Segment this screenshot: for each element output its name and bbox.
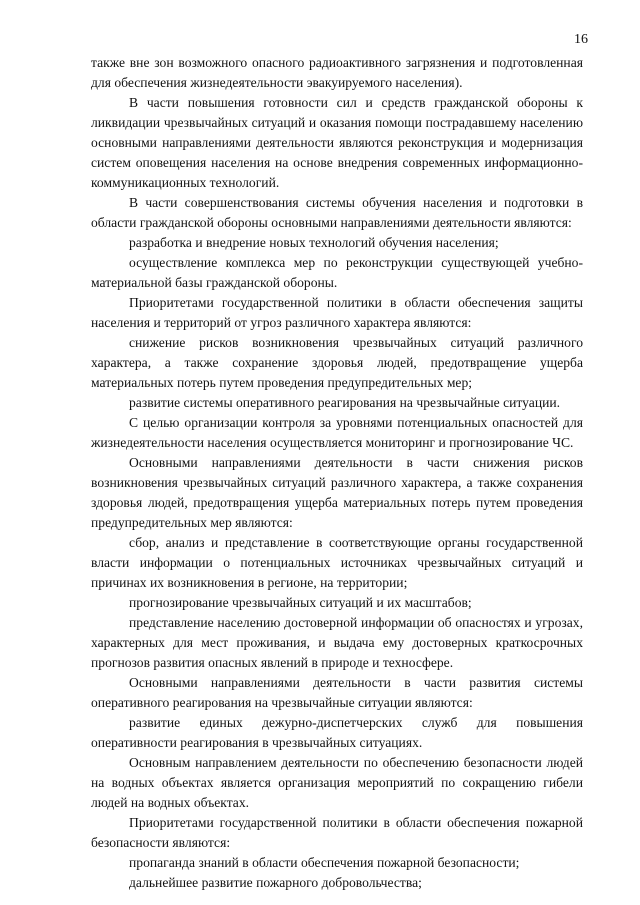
paragraph: Основным направлением деятельности по обеспечению безопасности людей на водных объектах является организация мероприятий по сокращению гибели людей на водных объектах.: [91, 755, 583, 810]
list-item: прогнозирование чрезвычайных ситуаций и их масштабов;: [129, 595, 472, 610]
list-item: сбор, анализ и представление в соответствующие органы государственной власти информации о потенциальных источниках чрезвычайных ситуаций и причинах их возникновения в регионе, на территории;: [91, 535, 583, 590]
paragraph: В части повышения готовности сил и средств гражданской обороны к ликвидации чрезвычайных ситуаций и оказания помощи пострадавшему населению основными направлениями деятельности являются реконструкция и модернизация систем оповещения населения на основе внедрения современных информационно-коммуникационных технологий.: [91, 95, 583, 190]
paragraph: Основными направлениями деятельности в части снижения рисков возникновения чрезвычайных ситуаций различного характера, а также сохранения здоровья людей, предотвращения ущерба материальных потерь путем проведения предупредительных мер являются:: [91, 455, 583, 530]
paragraph: также вне зон возможного опасного радиоактивного загрязнения и подготовленная для обеспечения жизнедеятельности эвакуируемого населения).: [91, 55, 583, 90]
list-item: разработка и внедрение новых технологий обучения населения;: [129, 235, 499, 250]
paragraph: В части совершенствования системы обучения населения и подготовки в области гражданской обороны основными направлениями деятельности являются:: [91, 195, 583, 230]
paragraph: С целью организации контроля за уровнями потенциальных опасностей для жизнедеятельности населения осуществляется мониторинг и прогнозирование ЧС.: [91, 415, 583, 450]
document-body: [91, 53, 583, 893]
list-item: осуществление комплекса мер по реконструкции существующей учебно-материальной базы гражданской обороны.: [91, 255, 583, 290]
list-item: дальнейшее развитие пожарного добровольчества;: [129, 875, 422, 890]
list-item: снижение рисков возникновения чрезвычайных ситуаций различного характера, а также сохранение здоровья людей, предотвращение ущерба материальных потерь путем проведения предупредительных мер;: [91, 335, 583, 390]
paragraph: Приоритетами государственной политики в области обеспечения защиты населения и территорий от угроз различного характера являются:: [91, 295, 583, 330]
page-number: 16: [574, 32, 588, 47]
list-item: развитие единых дежурно-диспетчерских служб для повышения оперативности реагирования в чрезвычайных ситуациях.: [91, 715, 583, 750]
paragraph: Основными направлениями деятельности в части развития системы оперативного реагирования на чрезвычайные ситуации являются:: [91, 675, 583, 710]
paragraph: Приоритетами государственной политики в области обеспечения пожарной безопасности являются:: [91, 815, 583, 850]
list-item: пропаганда знаний в области обеспечения пожарной безопасности;: [129, 855, 520, 870]
list-item: развитие системы оперативного реагирования на чрезвычайные ситуации.: [129, 395, 561, 410]
list-item: представление населению достоверной информации об опасностях и угрозах, характерных для мест проживания, и выдача ему достоверных краткосрочных прогнозов развития опасных явлений в природе и техносфере.: [91, 615, 583, 670]
